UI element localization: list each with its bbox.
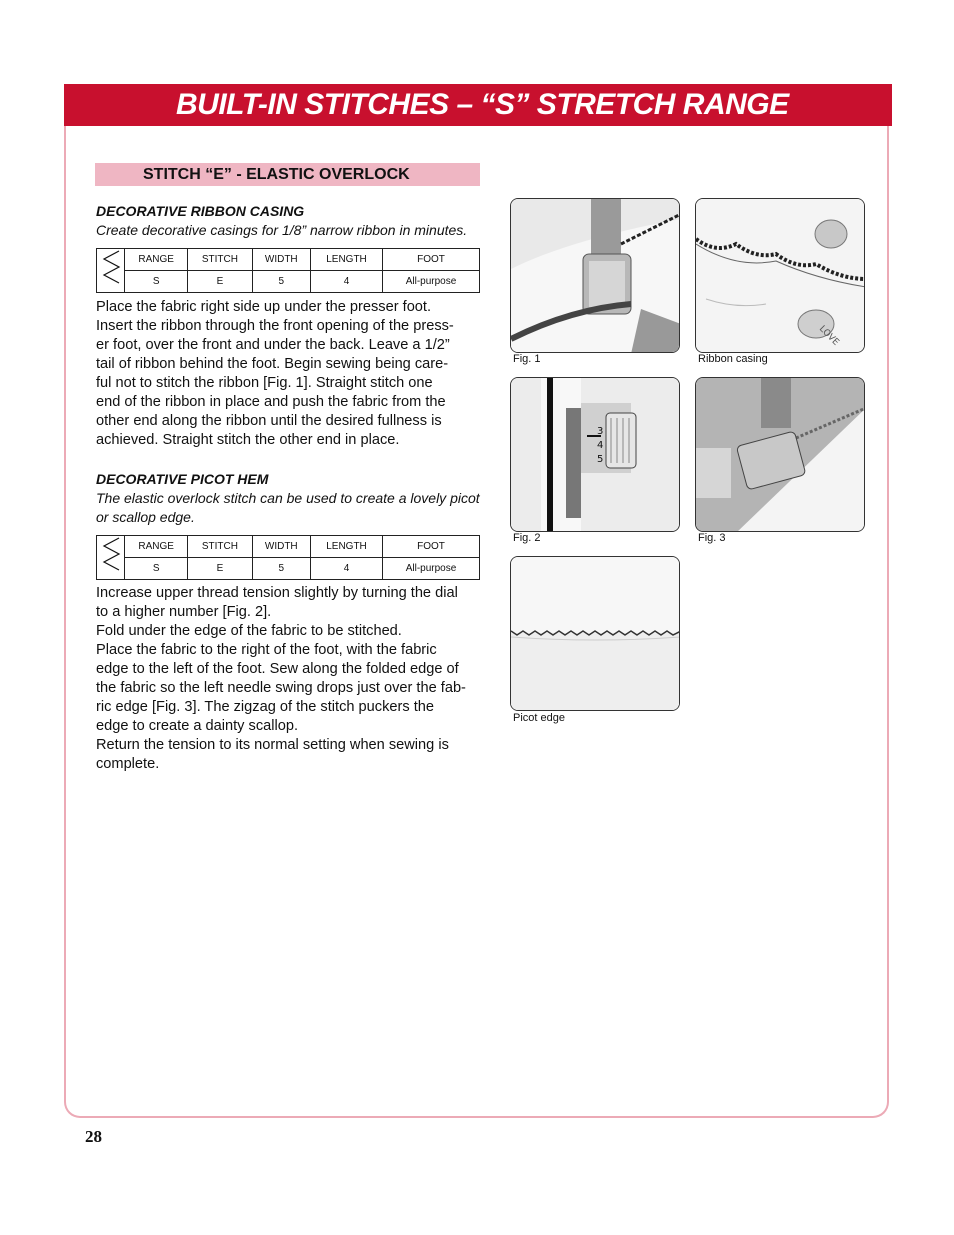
text-line: complete. [96, 756, 160, 772]
table-cell: E [188, 558, 252, 580]
text-line: edge to the left of the foot. Sew along the folded edge of [96, 661, 459, 677]
text-line: Place the fabric to the right of the foot, with the fabric [96, 642, 437, 658]
ribbon-instructions [96, 298, 486, 450]
text-line: end of the ribbon in place and push the fabric from the [96, 394, 446, 410]
table-header: FOOT [383, 536, 480, 558]
text-line: Place the fabric right side up under the presser foot. [96, 299, 432, 315]
section-header [95, 163, 480, 186]
dial-number: 5 [597, 454, 604, 465]
table-cell: 5 [252, 271, 310, 293]
text-line: edge to create a dainty scallop. [96, 718, 299, 734]
stitch-symbol-icon [97, 536, 125, 580]
page-title: BUILT-IN STITCHES – “S” STRETCH RANGE [176, 88, 789, 121]
fig2-photo [510, 377, 680, 532]
text-line: the fabric so the left needle swing drops just over the fab- [96, 680, 466, 696]
picot-heading: DECORATIVE PICOT HEM [96, 471, 269, 487]
text-line: achieved. Straight stitch the other end in place. [96, 432, 400, 448]
text-line: ric edge [Fig. 3]. The zigzag of the stitch puckers the [96, 699, 434, 715]
picot-settings-table [96, 535, 480, 580]
table-cell: 5 [252, 558, 310, 580]
table-header: STITCH [188, 536, 252, 558]
ribbon-casing-photo [695, 198, 865, 353]
picot-instructions [96, 584, 486, 774]
table-cell: E [188, 271, 252, 293]
page-number: 28 [85, 1127, 102, 1146]
table-header: LENGTH [311, 536, 383, 558]
text-line: ful not to stitch the ribbon [Fig. 1]. Straight stitch one [96, 375, 433, 391]
table-header: WIDTH [252, 249, 310, 271]
text-line: other end along the ribbon until the desired fullness is [96, 413, 442, 429]
dial-number: 3 [597, 426, 604, 437]
picot-intro: The elastic overlock stitch can be used to create a lovely picot or scallop edge. [96, 490, 480, 525]
section-title: STITCH “E” - ELASTIC OVERLOCK [143, 166, 410, 183]
table-cell: S [125, 558, 188, 580]
ribbon-print-text: LOVE [816, 324, 841, 348]
fig1-photo [510, 198, 680, 353]
table-header: LENGTH [311, 249, 383, 271]
table-cell: All-purpose [383, 271, 480, 293]
ribbon-intro: Create decorative casings for 1/8” narrow ribbon in minutes. [96, 222, 468, 238]
text-line: Insert the ribbon through the front opening of the press- [96, 318, 454, 334]
table-cell: 4 [311, 271, 383, 293]
text-line: to a higher number [Fig. 2]. [96, 604, 272, 620]
text-line: Fold under the edge of the fabric to be stitched. [96, 623, 402, 639]
fig3-caption: Fig. 3 [698, 532, 726, 544]
text-line: Return the tension to its normal setting when sewing is [96, 737, 449, 753]
stitch-symbol-icon [97, 249, 125, 293]
table-cell: All-purpose [383, 558, 480, 580]
table-cell: S [125, 271, 188, 293]
fig2-caption: Fig. 2 [513, 532, 541, 544]
table-header: STITCH [188, 249, 252, 271]
ribbon-settings-table [96, 248, 480, 293]
ribbon-casing-caption: Ribbon casing [698, 353, 768, 365]
text-line: er foot, over the front and under the back. Leave a 1/2” [96, 337, 450, 353]
dial-number: 4 [597, 440, 604, 451]
table-header: RANGE [125, 536, 188, 558]
text-line: Increase upper thread tension slightly by turning the dial [96, 585, 458, 601]
fig1-caption: Fig. 1 [513, 353, 541, 365]
picot-edge-caption: Picot edge [513, 712, 565, 724]
title-banner [64, 84, 892, 126]
text-line: tail of ribbon behind the foot. Begin sewing being care- [96, 356, 449, 372]
ribbon-heading: DECORATIVE RIBBON CASING [96, 203, 305, 219]
fig3-photo [695, 377, 865, 532]
table-header: RANGE [125, 249, 188, 271]
picot-edge-photo [510, 556, 680, 711]
table-header: FOOT [383, 249, 480, 271]
table-header: WIDTH [252, 536, 310, 558]
table-cell: 4 [311, 558, 383, 580]
